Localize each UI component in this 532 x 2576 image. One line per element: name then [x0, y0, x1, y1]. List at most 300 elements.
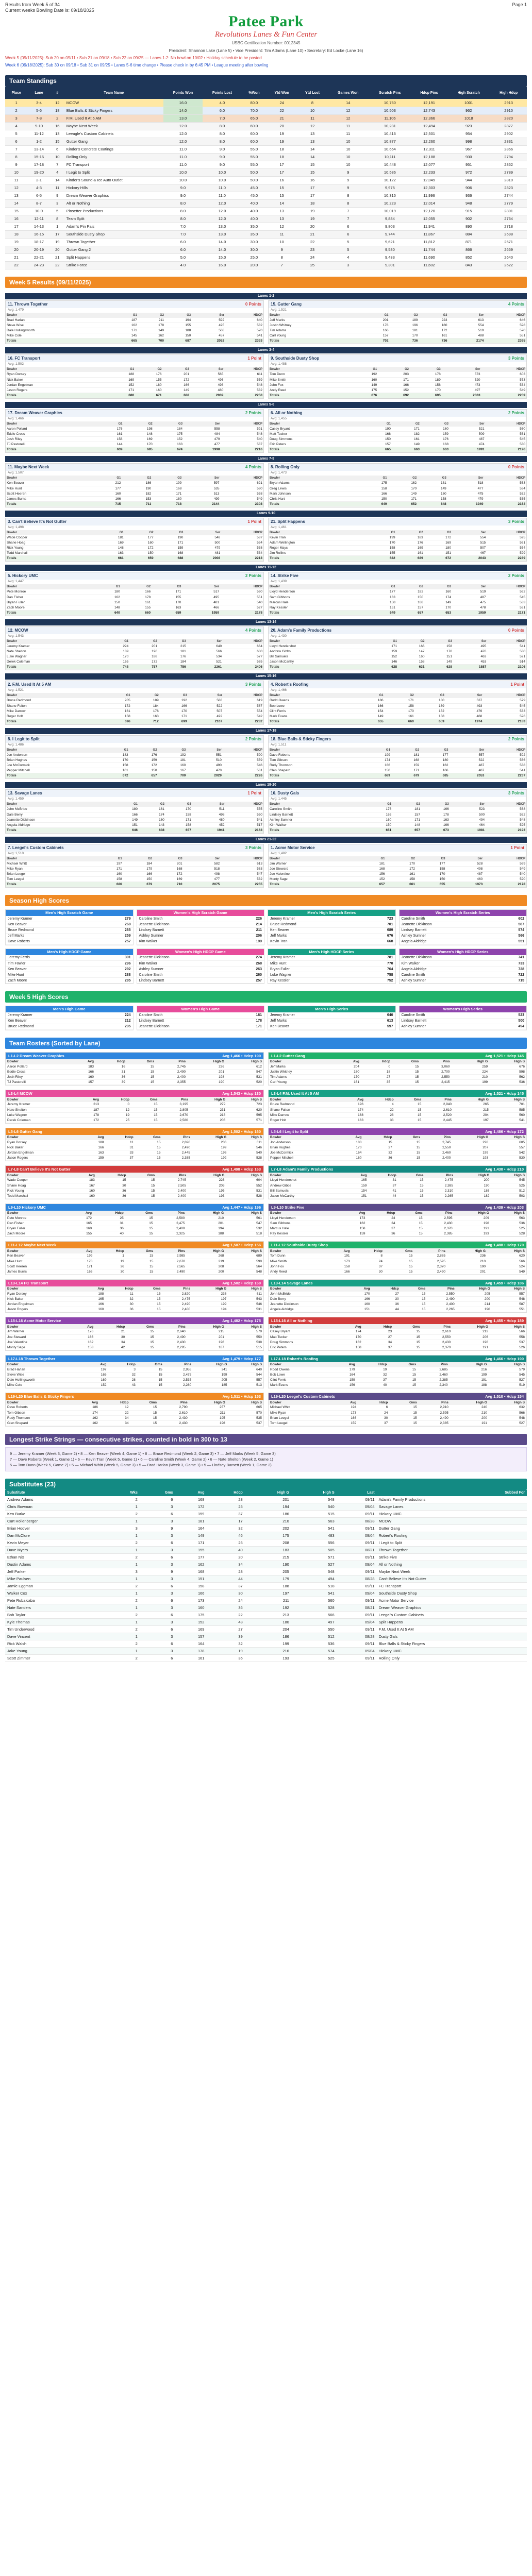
sub-cell: 37 — [206, 1511, 244, 1518]
roster-cell: 152 — [85, 1383, 108, 1388]
roster-cell: 2,310 — [425, 1188, 455, 1193]
sub-cell: 6 — [140, 1554, 175, 1561]
totals-label: Totals — [6, 719, 103, 724]
team-result-col: G1 — [101, 639, 130, 644]
bowler-cell: 565 — [223, 659, 263, 665]
team-average: Avg: 1,510 — [8, 851, 24, 855]
roster-table — [6, 1097, 263, 1123]
subs-col: Subbed For — [377, 1490, 527, 1496]
standings-cell: 12 — [51, 99, 64, 107]
team-result-table — [269, 476, 526, 507]
bowler-cell: 149 — [418, 486, 447, 491]
bowler-cell: 180 — [420, 758, 449, 763]
sub-cell: 3 — [140, 1633, 175, 1640]
sub-cell: 09/11 — [337, 1640, 377, 1648]
standings-cell: 930 — [447, 153, 490, 161]
roster-cell: 676 — [489, 1064, 526, 1070]
roster-cell: 203 — [188, 1183, 226, 1188]
team-result-name: 6. All or Nothing — [271, 410, 303, 415]
sub-cell: 168 — [175, 1496, 206, 1503]
bowler-cell: 170 — [426, 649, 453, 654]
roster-cell: 2,595 — [419, 1410, 450, 1415]
roster-team-stat: Avg 1,479 • Hdcp 177 — [222, 1356, 261, 1361]
high-score-value: 301 — [97, 955, 133, 961]
roster-col: Avg — [68, 1211, 93, 1216]
high-score-table — [137, 1012, 264, 1030]
roster-cell: 201 — [447, 1269, 487, 1274]
roster-cell: 199 — [193, 1372, 228, 1378]
high-score-card — [137, 948, 265, 985]
sub-cell: 2 — [106, 1626, 140, 1633]
roster-row — [6, 1405, 263, 1410]
roster-cell: 15 — [127, 1075, 156, 1080]
bowler-cell: 549 — [481, 387, 526, 393]
roster-cell: 190 — [456, 1307, 492, 1312]
roster-col-row — [6, 1135, 263, 1140]
bowler-cell: 158 — [415, 714, 445, 719]
standings-cell: 2779 — [490, 199, 527, 207]
roster-cell: 15 — [395, 1107, 423, 1112]
roster-row — [269, 1340, 526, 1345]
standings-cell: 9.0 — [163, 192, 203, 199]
totals-cell: 2171 — [487, 610, 526, 615]
bowler-cell: Jordan Engelman — [6, 382, 108, 387]
roster-cell: 204 — [336, 1064, 361, 1070]
team-result-col: HDCP — [221, 476, 263, 481]
standings-cell: 8-7 — [27, 199, 51, 207]
roster-col: Bowler — [269, 1324, 338, 1329]
sub-cell: 17 — [206, 1518, 244, 1525]
bowler-cell: 517 — [225, 822, 263, 827]
bowler-cell: 598 — [485, 323, 526, 328]
roster-cell: 190 — [187, 1080, 226, 1085]
roster-row — [6, 1156, 263, 1161]
roster-col: Bowler — [6, 1173, 71, 1178]
matchup-pair — [5, 789, 527, 834]
roster-cell: 531 — [226, 1188, 263, 1193]
roster-team-stat: Avg 1,498 • Hdcp 163 — [222, 1167, 261, 1172]
team-result-header — [6, 301, 263, 308]
roster-cell: 39 — [95, 1080, 127, 1085]
bowler-cell: 475 — [447, 491, 485, 496]
roster-cell: 204 — [453, 1112, 490, 1117]
lane-label: Lanes 19-20 — [5, 782, 527, 788]
roster-lane: L5-L6 — [271, 1129, 282, 1134]
bowler-cell: 540 — [220, 600, 263, 605]
high-score-value: 292 — [97, 967, 133, 972]
roster-team-stat: Avg 1,486 • Hdcp 172 — [485, 1129, 524, 1134]
roster-cell: 31 — [368, 1178, 397, 1183]
roster-cell: Zach Moore — [6, 1231, 68, 1236]
roster-cell: Mike Darrow — [269, 1112, 340, 1117]
roster-cell: 2,430 — [156, 1340, 187, 1345]
sub-cell: 09/11 — [337, 1612, 377, 1619]
roster-col: Bowler — [6, 1248, 68, 1253]
bowler-cell: 560 — [486, 427, 526, 432]
bowler-cell: Dan Fisher — [6, 595, 91, 600]
roster-cell: 2,745 — [422, 1140, 452, 1145]
roster-row — [6, 1075, 263, 1080]
high-score-value: 257 — [101, 939, 133, 944]
sub-cell: 211 — [245, 1597, 291, 1604]
high-score-name: Jeanette Dickinson — [137, 1024, 236, 1029]
bowler-cell: 199 — [368, 535, 396, 540]
bowler-cell: 180 — [112, 807, 139, 812]
roster-row — [269, 1216, 526, 1221]
bowler-cell: 181 — [158, 758, 187, 763]
sub-cell: 159 — [175, 1511, 206, 1518]
roster-col: High G — [187, 1059, 226, 1064]
points-won: 4 Points — [245, 465, 261, 469]
roster-col: Hdcp — [363, 1135, 393, 1140]
bowler-cell: 551 — [220, 595, 263, 600]
bowler-cell: 565 — [190, 372, 224, 377]
high-score-title: Women's High Game — [137, 1006, 264, 1012]
roster-cell: Joe Steward — [6, 1334, 70, 1340]
team-result-col-row — [6, 530, 263, 535]
high-score-value: 741 — [497, 955, 526, 961]
bowler-cell: Brian Hughes — [6, 758, 101, 763]
bowler-cell: 498 — [192, 812, 226, 817]
standings-cell: 10,586 — [369, 168, 411, 176]
bowler-cell: 183 — [101, 753, 129, 758]
bowler-cell: 533 — [487, 600, 526, 605]
roster-team-stat: Avg 1,510 • Hdcp 154 — [485, 1394, 524, 1399]
high-score-title: Women's High Series — [400, 1006, 527, 1012]
sub-cell: 1 — [106, 1547, 140, 1554]
high-score-row — [268, 972, 395, 978]
standings-cell: 18-17 — [27, 238, 51, 246]
roster-row — [6, 1378, 263, 1383]
roster-cell: Jeanette Dickinson — [269, 1302, 348, 1307]
bowler-cell: Nate Shelton — [6, 649, 101, 654]
roster-col: High S — [490, 1097, 526, 1102]
standings-cell: 20 — [297, 223, 327, 230]
roster-cell: 2,820 — [162, 1292, 192, 1297]
high-score-value: 181 — [235, 1012, 264, 1018]
roster-cell: 159 — [332, 1420, 358, 1426]
roster-lane: L19-L20 — [271, 1394, 286, 1399]
sub-cell: 215 — [245, 1554, 291, 1561]
high-score-card — [399, 909, 527, 945]
bowler-cell: 541 — [487, 644, 526, 649]
standings-cell: 55.0 — [242, 145, 267, 153]
bowler-cell: 158 — [358, 486, 388, 491]
roster-cell: Josh Riley — [6, 1075, 70, 1080]
roster-cell: Bob Lowe — [269, 1372, 331, 1378]
bowler-cell: 477 — [184, 442, 221, 447]
sub-row — [5, 1539, 527, 1547]
standings-cell: 962 — [447, 107, 490, 114]
bowler-cell: Nick Baker — [6, 377, 108, 382]
points-won: 2 Points — [245, 573, 261, 578]
team-result-table — [269, 856, 526, 888]
standings-cell: 50.0 — [242, 176, 267, 184]
subs-table — [5, 1490, 527, 1663]
high-score-name: Lindsey Barnett — [137, 927, 236, 933]
team-result-col: G3 — [165, 802, 192, 807]
roster-cell: 2,550 — [422, 1145, 452, 1150]
roster-cell: 41 — [368, 1188, 397, 1193]
high-score-name: Angela Aldridge — [400, 967, 498, 972]
high-score-name: Bryan Fuller — [268, 967, 362, 972]
bowler-cell: 540 — [221, 437, 264, 442]
roster-cell: 199 — [68, 1253, 94, 1259]
bowler-row — [6, 496, 263, 501]
totals-cell: 2043 — [452, 556, 487, 561]
sub-cell: 190 — [245, 1561, 291, 1568]
bowler-cell: 158 — [165, 822, 192, 827]
standings-cell: 12,191 — [411, 99, 447, 107]
sub-cell: 151 — [175, 1575, 206, 1583]
roster-row — [6, 1216, 263, 1221]
sub-cell: 3 — [106, 1525, 140, 1532]
roster-cell: 194 — [186, 1226, 225, 1231]
roster-col: Pins — [425, 1173, 455, 1178]
sub-cell: 08/28 — [337, 1518, 377, 1525]
roster-col: Bowler — [269, 1135, 338, 1140]
totals-cell: 685 — [420, 773, 449, 778]
bowler-cell: 481 — [182, 600, 220, 605]
bowler-cell: 550 — [225, 812, 263, 817]
roster-cell: 174 — [75, 1410, 99, 1415]
roster-cell: 34 — [99, 1415, 130, 1420]
team-result-header — [6, 464, 263, 471]
sub-cell: All or Nothing — [377, 1561, 527, 1568]
roster-cell: 200 — [456, 1297, 492, 1302]
bowler-cell: 171 — [152, 491, 182, 496]
high-score-value: 500 — [493, 1018, 526, 1024]
bowler-cell: 159 — [391, 763, 420, 768]
sub-cell: 548 — [291, 1496, 337, 1503]
bowler-cell: 163 — [95, 551, 125, 556]
standings-cell: MCOW — [64, 99, 163, 107]
sub-cell: 172 — [175, 1503, 206, 1511]
roster-cell: 40 — [357, 1383, 389, 1388]
standings-title: Team Standings — [5, 75, 527, 87]
bowler-cell: 178 — [421, 812, 450, 817]
team-result-col-row — [269, 748, 526, 753]
high-score-row — [137, 955, 264, 961]
bowler-cell: 591 — [221, 427, 264, 432]
bowler-cell: 176 — [421, 437, 450, 442]
roster-cell: 15 — [126, 1264, 155, 1269]
team-result-col-row — [269, 802, 526, 807]
bowler-cell: 529 — [487, 551, 526, 556]
bowler-row — [269, 877, 526, 882]
roster-cell: Joe Valentine — [6, 1340, 70, 1345]
points-won: 1 Point — [247, 791, 261, 795]
bowler-cell: James Burns — [6, 496, 91, 501]
bowler-cell: 484 — [184, 432, 221, 437]
roster-cell: 154 — [344, 1188, 369, 1193]
high-score-row — [400, 916, 527, 922]
high-score-card — [137, 909, 265, 945]
sub-cell: 540 — [291, 1503, 337, 1511]
standings-cell: 10,019 — [369, 207, 411, 215]
standings-row — [5, 145, 527, 153]
sub-cell: 186 — [245, 1633, 291, 1640]
sub-cell: 39 — [206, 1633, 244, 1640]
team-result-col: HDCP — [225, 313, 263, 318]
roster-table — [269, 1324, 526, 1350]
roster-cell: 2,490 — [156, 1334, 187, 1340]
standings-cell: 15 — [5, 207, 27, 215]
totals-row — [269, 338, 526, 344]
roster-cell: 164 — [331, 1372, 357, 1378]
totals-cell: 685 — [124, 447, 154, 452]
bowler-cell: 551 — [187, 753, 222, 758]
roster-col: High S — [488, 1362, 526, 1367]
sub-cell: 09/04 — [337, 1590, 377, 1597]
roster-cell: 159 — [81, 1156, 106, 1161]
roster-cell: Wade Cooper — [6, 1178, 71, 1183]
bowler-cell: 452 — [192, 822, 226, 827]
standings-row — [5, 207, 527, 215]
bowler-cell: 172 — [424, 535, 452, 540]
standings-cell: 35.0 — [242, 223, 267, 230]
team-result-col-row — [269, 421, 526, 427]
totals-cell: 718 — [152, 501, 182, 506]
high-score-value: 205 — [101, 1024, 133, 1029]
roster-cell: 15 — [394, 1156, 422, 1161]
team-result-table — [6, 476, 263, 507]
sub-cell: 2 — [106, 1612, 140, 1619]
bowler-cell: 149 — [138, 328, 165, 333]
high-score-name: Lindsey Barnett — [400, 927, 498, 933]
bowler-cell: 150 — [416, 877, 446, 882]
bowler-cell: 507 — [188, 708, 223, 714]
bowler-cell: 157 — [363, 442, 392, 447]
bowler-cell: 174 — [424, 595, 452, 600]
team-result-col: Ser — [192, 802, 226, 807]
bowler-cell: Zach Moore — [6, 605, 91, 610]
roster-cell: 15 — [131, 1102, 159, 1107]
high-score-value: 574 — [497, 927, 526, 933]
roster-cell: 537 — [490, 1340, 526, 1345]
team-roster — [268, 1393, 527, 1427]
sub-cell: 09/11 — [337, 1539, 377, 1547]
totals-cell: 628 — [426, 665, 453, 670]
roster-cell: 226 — [188, 1178, 226, 1183]
standings-cell: 22 — [5, 261, 27, 269]
roster-cell: 532 — [225, 1226, 263, 1231]
roster-cell: 207 — [452, 1145, 490, 1150]
bowler-row — [269, 432, 526, 437]
roster-cell: 15 — [128, 1178, 157, 1183]
bowler-cell: 183 — [396, 535, 424, 540]
standings-cell: 9 — [51, 192, 64, 199]
bowler-cell: 145 — [111, 333, 138, 338]
bowler-cell: 487 — [446, 872, 484, 877]
roster-cell: 32 — [108, 1372, 137, 1378]
bowler-cell: 621 — [221, 481, 263, 486]
sub-cell: 32 — [206, 1640, 244, 1648]
totals-cell: 653 — [424, 610, 452, 615]
bowler-row — [6, 328, 263, 333]
high-score-title: Men's High HDCP Game — [6, 949, 133, 955]
roster-col-row — [269, 1400, 526, 1405]
bowler-cell: 521 — [450, 427, 486, 432]
sub-cell: Kevin Meyer — [5, 1539, 106, 1547]
roster-table — [269, 1286, 526, 1313]
high-score-name: Bruce Redmond — [6, 1024, 101, 1029]
bowler-cell: 169 — [108, 377, 135, 382]
high-score-row — [400, 1012, 527, 1018]
bowler-cell: 172 — [129, 659, 158, 665]
roster-cell: 3,195 — [159, 1102, 189, 1107]
roster-table — [269, 1135, 526, 1161]
standings-cell: 2744 — [490, 192, 527, 199]
roster-col: High S — [492, 1286, 526, 1292]
bowler-row — [6, 822, 263, 827]
roster-row — [269, 1231, 526, 1236]
bowler-cell: 534 — [484, 486, 526, 491]
high-score-row — [400, 933, 527, 939]
standings-cell: 9,301 — [369, 261, 411, 269]
team-result-col: G1 — [95, 530, 125, 535]
high-score-value: 551 — [497, 939, 526, 944]
lane-label: Lanes 21-22 — [5, 837, 527, 843]
standings-row — [5, 161, 527, 168]
high-score-row — [6, 939, 133, 944]
roster-cell: 604 — [226, 1178, 263, 1183]
bowler-cell: 161 — [103, 708, 131, 714]
roster-cell: 579 — [226, 1329, 263, 1334]
bowler-cell: 500 — [450, 812, 486, 817]
team-result-table — [6, 639, 263, 670]
standings-col-header: Place — [5, 87, 27, 99]
roster-team-stat: Avg 1,439 • Hdcp 203 — [485, 1205, 524, 1210]
team-result-col: G3 — [418, 476, 447, 481]
high-score-value: 224 — [101, 1012, 133, 1018]
roster-cell: 15 — [130, 1405, 158, 1410]
totals-cell: 649 — [358, 501, 388, 506]
bowler-cell: 181 — [392, 807, 421, 812]
roster-row — [269, 1302, 526, 1307]
standings-cell: 10,760 — [369, 99, 411, 107]
roster-cell: 2,805 — [159, 1107, 189, 1112]
roster-cell: 174 — [338, 1329, 363, 1334]
roster-cell: 689 — [225, 1253, 263, 1259]
bowler-cell: 498 — [190, 382, 224, 387]
sub-cell: 494 — [291, 1575, 337, 1583]
standings-cell: 7-8 — [27, 114, 51, 122]
bowler-cell: 171 — [388, 496, 418, 501]
bowler-cell: 169 — [424, 540, 452, 546]
standings-cell: 30.0 — [242, 238, 267, 246]
roster-cell: 158 — [325, 1264, 352, 1269]
roster-cell: Carl Young — [269, 1080, 336, 1085]
team-result-col: G2 — [392, 802, 421, 807]
roster-cell: 563 — [491, 1216, 526, 1221]
roster-cell: 557 — [490, 1145, 526, 1150]
bowler-row — [269, 753, 526, 758]
standings-cell: 19 — [267, 130, 297, 138]
bowler-row — [6, 491, 263, 496]
standings-section — [5, 75, 527, 269]
team-result-col: Ser — [446, 856, 484, 861]
subs-col: Gms — [140, 1490, 175, 1496]
roster-team-name: I Legit to Split — [282, 1129, 308, 1134]
roster-row — [6, 1140, 263, 1145]
totals-cell: 657 — [165, 827, 192, 833]
standings-cell: 15 — [267, 192, 297, 199]
roster-cell: 2,460 — [422, 1150, 452, 1156]
roster-col: High S — [228, 1286, 263, 1292]
roster-cell: 536 — [491, 1221, 526, 1226]
roster-col: Bowler — [269, 1362, 331, 1367]
